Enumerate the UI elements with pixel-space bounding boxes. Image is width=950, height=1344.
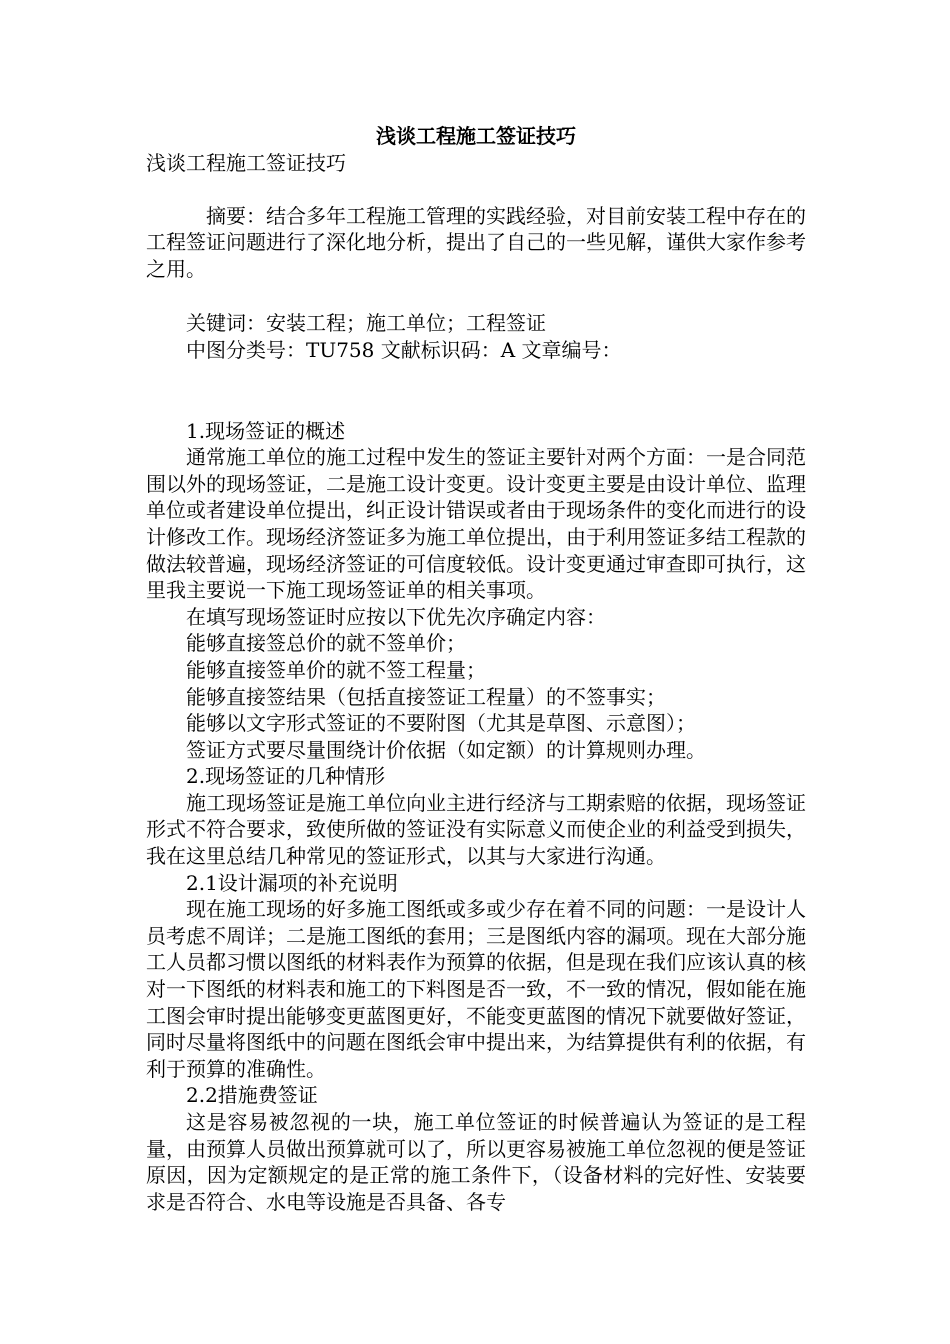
section-2-1-heading: 2.1设计漏项的补充说明 (186, 870, 398, 895)
section-2-2-heading: 2.2措施费签证 (186, 1083, 318, 1108)
document-body (146, 122, 806, 1215)
section-1-paragraph-2: 在填写现场签证时应按以下优先次序确定内容： (186, 604, 606, 629)
section-1-list-item-4: 能够以文字形式签证的不要附图（尤其是草图、示意图）； (186, 711, 696, 736)
keywords-line: 关键词：安装工程；施工单位；工程签证 (186, 311, 546, 336)
section-2-1-paragraph-1: 现在施工现场的好多施工图纸或多或少存在着不同的问题：一是设计人员考虑不周详；二是施工图纸的套用；三是图纸内容的漏项。现在大部分施工人员都习惯以图纸的材料表作为预算的依据，但是现在我们应该认真的核对一下图纸的材料表和施工的下料图是否一致，不一致的情况，假如能在施工图会审时提出能够变更蓝图更好，不能变更蓝图的情况下就要做好签证，同时尽量将图纸中的问题在图纸会审中提出来，为结算提供有利的依据，有利于预算的准确性。 (146, 897, 806, 1081)
section-1-list-item-1: 能够直接签总价的就不签单价； (186, 631, 466, 656)
classification-line: 中图分类号：TU758 文献标识码：A 文章编号： (186, 337, 622, 362)
section-2-paragraph-1: 施工现场签证是施工单位向业主进行经济与工期索赔的依据，现场签证形式不符合要求，致使所做的签证没有实际意义而使企业的利益受到损失，我在这里总结几种常见的签证形式，以其与大家进行沟通。 (146, 790, 806, 869)
section-1-paragraph-1: 通常施工单位的施工过程中发生的签证主要针对两个方面：一是合同范围以外的现场签证，二是施工设计变更。设计变更主要是由设计单位、监理单位或者建设单位提出，纠正设计错误或者由于现场条件的变化而进行的设计修改工作。现场经济签证多为施工单位提出，由于利用签证多结工程款的做法较普遍，现场经济签证的可信度较低。设计变更通过审查即可执行，这里我主要说一下施工现场签证单的相关事项。 (146, 445, 806, 603)
section-2-heading: 2.现场签证的几种情形 (186, 764, 386, 789)
section-1-list-item-5: 签证方式要尽量围绕计价依据（如定额）的计算规则办理。 (186, 737, 706, 762)
section-2-2-paragraph-1: 这是容易被忽视的一块，施工单位签证的时候普遍认为签证的是工程量，由预算人员做出预算就可以了，所以更容易被施工单位忽视的便是签证原因，因为定额规定的是正常的施工条件下，（设备材料的完好性、安装要求是否符合、水电等设施是否具备、各专 (146, 1110, 806, 1214)
section-1-heading: 1.现场签证的概述 (186, 418, 346, 443)
abstract-paragraph: 摘要：结合多年工程施工管理的实践经验，对目前安装工程中存在的工程签证问题进行了深化地分析，提出了自己的一些见解，谨供大家作参考之用。 (146, 203, 806, 281)
document-subtitle: 浅谈工程施工签证技巧 (146, 151, 346, 175)
document-title: 浅谈工程施工签证技巧 (376, 124, 576, 148)
section-1-list-item-2: 能够直接签单价的就不签工程量； (186, 657, 486, 682)
section-1-list-item-3: 能够直接签结果（包括直接签证工程量）的不签事实； (186, 684, 666, 709)
